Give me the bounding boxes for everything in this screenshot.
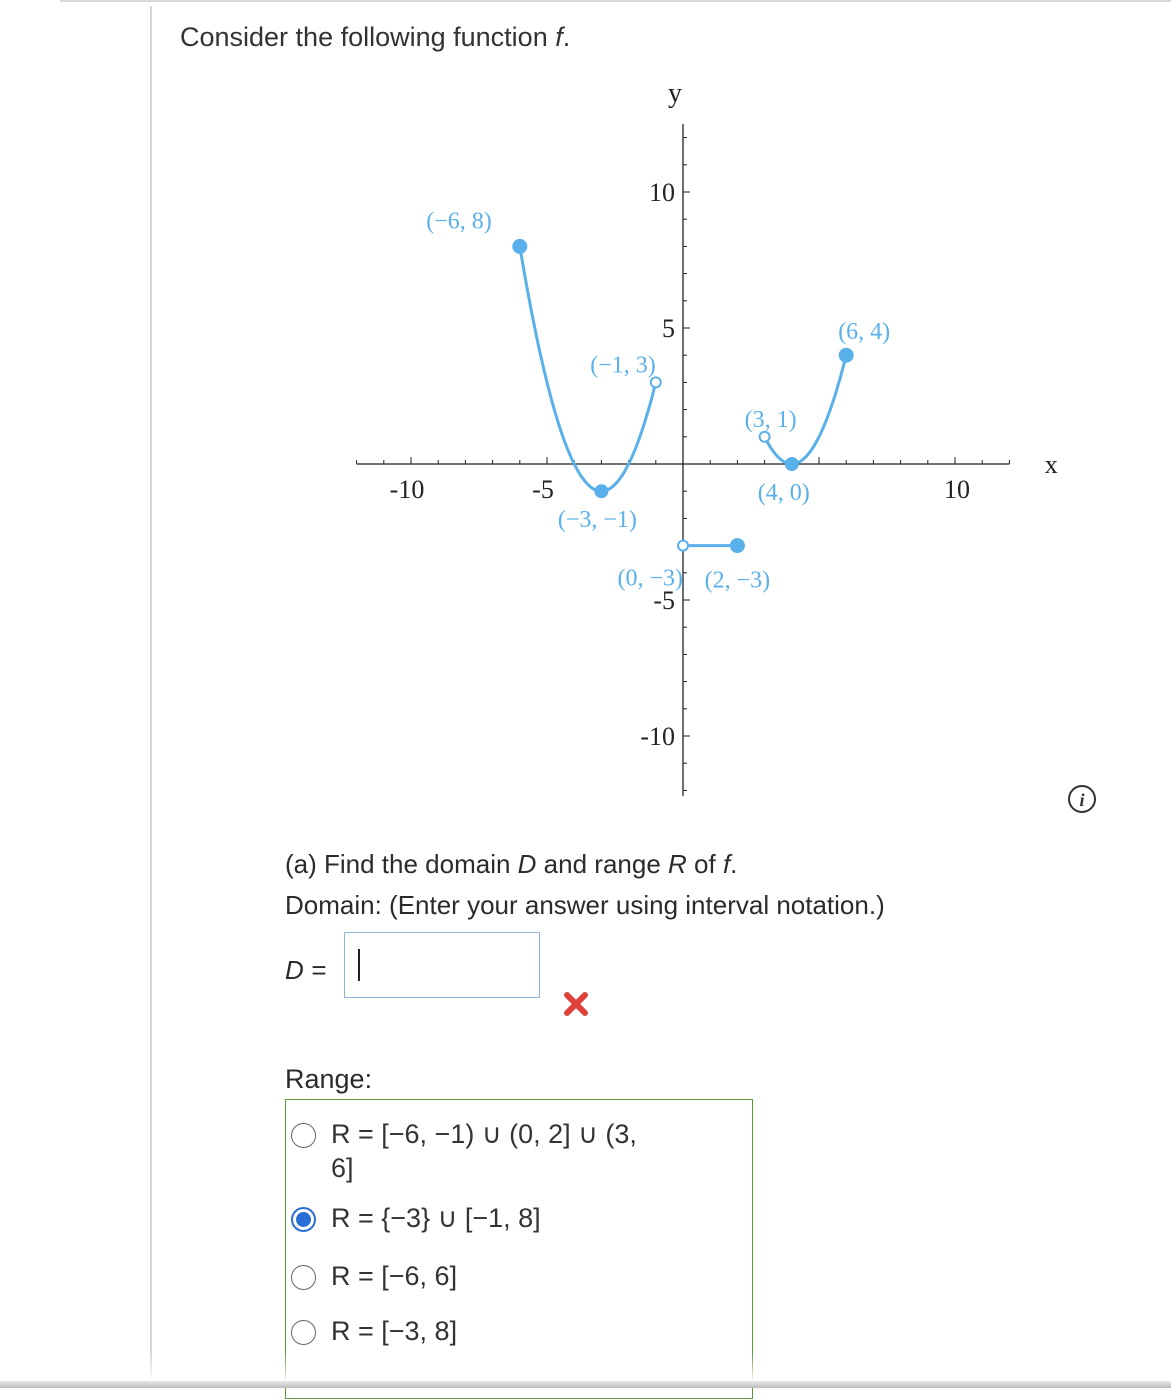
y-tick-label: -10: [640, 722, 675, 751]
x-tick-label: 10: [944, 475, 970, 504]
domain-input[interactable]: [344, 932, 540, 998]
left-divider: [150, 6, 152, 1378]
point-annotation: (2, −3): [704, 567, 771, 594]
range-option-3[interactable]: R = [−6, 6]: [291, 1259, 457, 1293]
info-icon[interactable]: [1066, 783, 1098, 815]
y-tick-label: 10: [649, 178, 675, 207]
range-label: Range:: [285, 1064, 373, 1094]
domain-label: D =: [285, 955, 327, 985]
y-tick-label: -5: [653, 586, 675, 615]
point-annotation: (0, −3): [617, 565, 683, 592]
open-endpoint: [678, 541, 688, 551]
range-option-4[interactable]: R = [−3, 8]: [291, 1314, 457, 1348]
function-graph: [300, 70, 1060, 820]
vertex-point: [595, 485, 608, 498]
incorrect-x-icon: [562, 990, 590, 1018]
domain-instruction: Domain: (Enter your answer using interval notation.): [285, 890, 885, 920]
x-tick-label: -5: [532, 475, 554, 504]
closed-endpoint: [840, 349, 853, 362]
open-endpoint: [651, 377, 661, 387]
x-axis-label: x: [1044, 450, 1058, 479]
text-caret: [358, 949, 360, 981]
point-annotation: (6, 4): [838, 319, 891, 346]
part-a-prompt: (a) Find the domain D and range R of f.: [285, 849, 738, 879]
radio-button[interactable]: [291, 1123, 316, 1148]
open-endpoint: [760, 432, 770, 442]
radio-button[interactable]: [291, 1320, 316, 1345]
vertex-point: [785, 458, 798, 471]
function-name: f: [555, 22, 563, 52]
x-tick-label: -10: [389, 475, 425, 504]
point-annotation: (4, 0): [757, 480, 810, 506]
point-annotation: (−3, −1): [557, 507, 637, 534]
radio-button-selected[interactable]: [291, 1207, 316, 1232]
graph-labels: [390, 78, 1058, 751]
y-axis-label: y: [668, 78, 682, 109]
point-annotation: (−1, 3): [590, 352, 656, 379]
top-border: [60, 0, 1171, 8]
radio-button[interactable]: [291, 1265, 316, 1290]
closed-endpoint: [731, 539, 744, 552]
range-option-1[interactable]: R = [−6, −1) ∪ (0, 2] ∪ (3, 6]: [291, 1117, 637, 1185]
y-tick-label: 5: [662, 314, 675, 343]
svg-text:i: i: [1079, 790, 1085, 810]
question-intro: Consider the following function f.: [180, 22, 571, 52]
range-option-2[interactable]: R = {−3} ∪ [−1, 8]: [291, 1201, 541, 1235]
bottom-scroll-edge: [0, 1381, 1171, 1388]
point-annotation: (3, 1): [744, 406, 797, 433]
range-options-group: [285, 1099, 753, 1399]
point-annotation: (−6, 8): [426, 208, 492, 235]
closed-endpoint: [513, 240, 526, 253]
